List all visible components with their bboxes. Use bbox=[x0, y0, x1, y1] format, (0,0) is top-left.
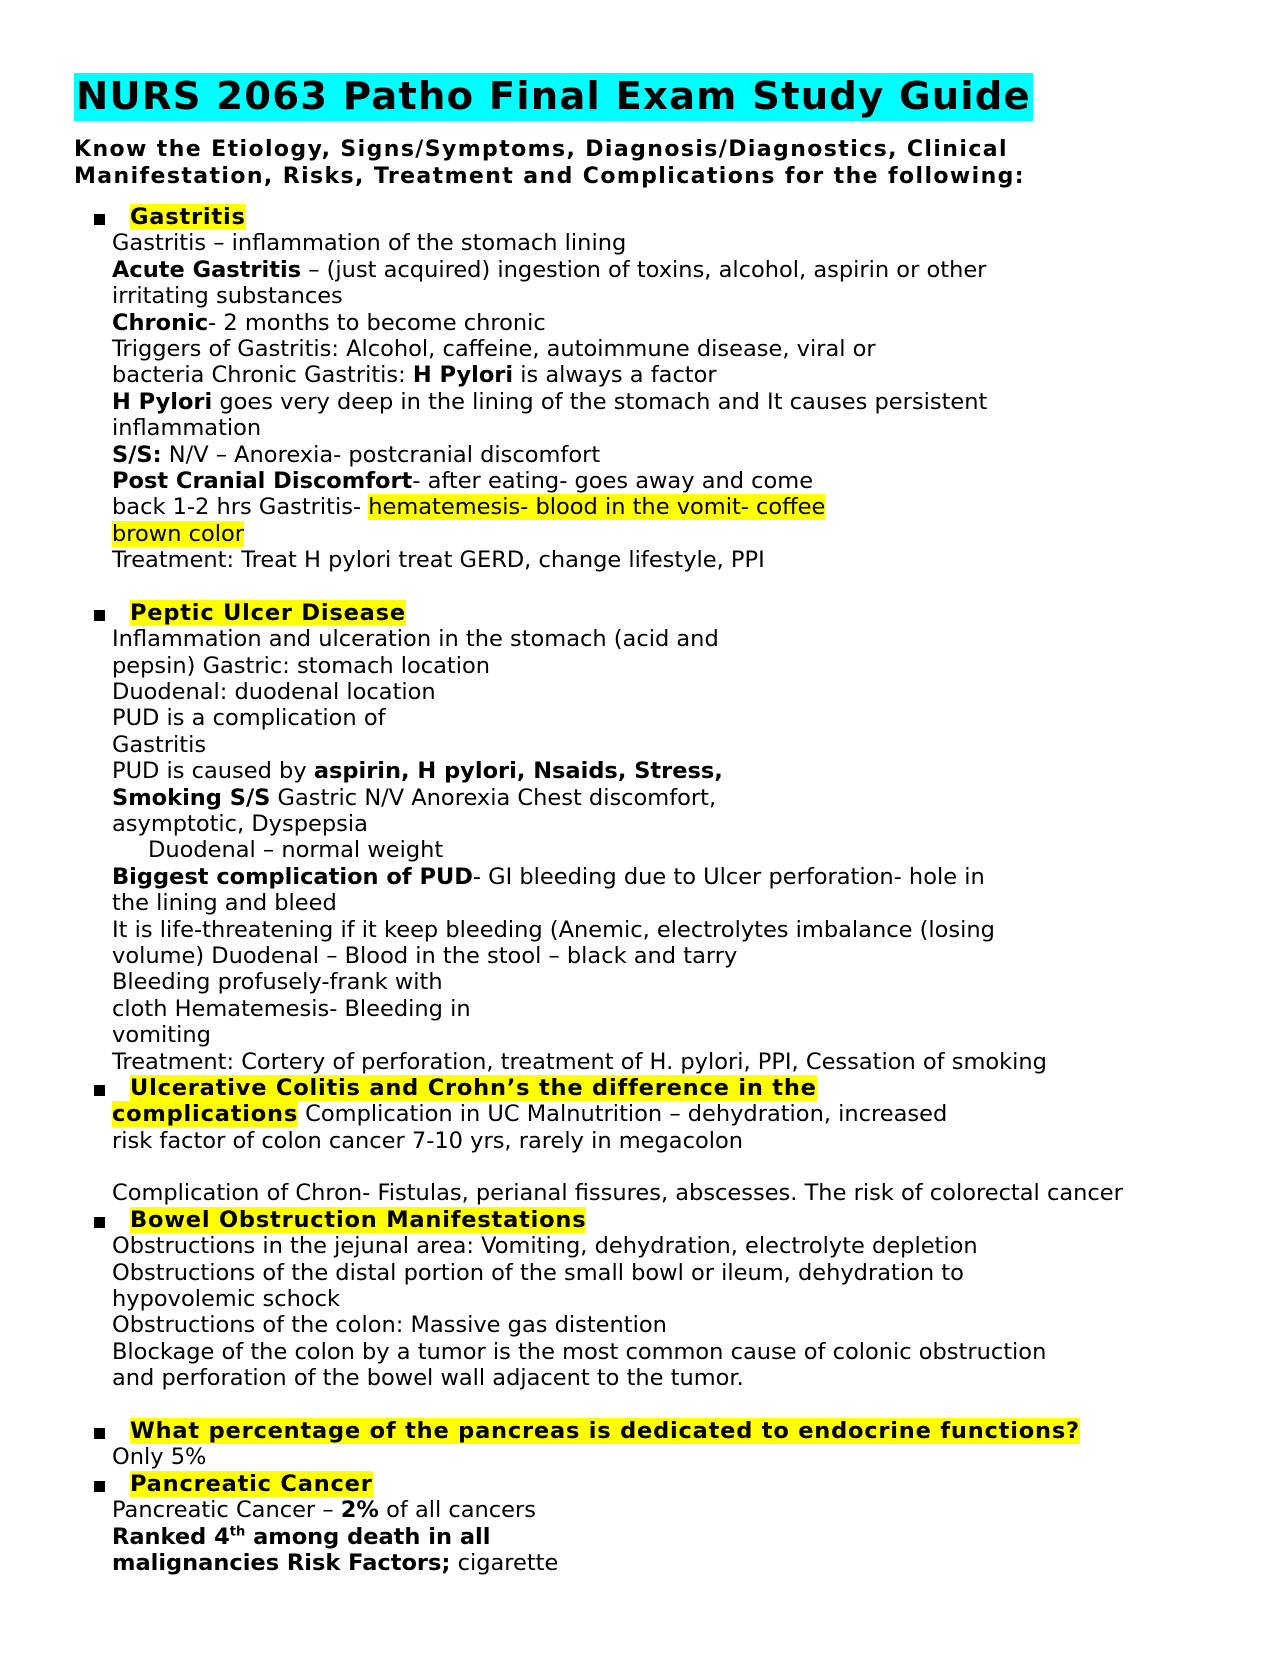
text-line: Acute Gastritis – (just acquired) ingestion of toxins, alcohol, aspirin or other bbox=[112, 256, 987, 283]
text-line: Obstructions in the jejunal area: Vomiting, dehydration, electrolyte depletion bbox=[112, 1233, 978, 1260]
text-line: Gastritis – inflammation of the stomach lining bbox=[112, 230, 627, 257]
spacer bbox=[0, 1154, 1280, 1180]
text-line: S/S: N/V – Anorexia- postcranial discomfort bbox=[112, 441, 601, 468]
highlighted-text: brown color bbox=[112, 520, 245, 547]
text-line: It is life-threatening if it keep bleeding (Anemic, electrolytes imbalance (losing bbox=[112, 916, 995, 943]
section-pud-heading bbox=[0, 600, 1280, 626]
text-line: Biggest complication of PUD- GI bleeding due to Ulcer perforation- hole in bbox=[112, 863, 985, 890]
text-line: Triggers of Gastritis: Alcohol, caffeine, autoimmune disease, viral or bbox=[112, 335, 876, 362]
text-line: asymptotic, Dyspepsia bbox=[112, 810, 368, 837]
text-line: volume) Duodenal – Blood in the stool – black and tarry bbox=[112, 942, 738, 969]
text-line: Treatment: Cortery of perforation, treatment of H. pylori, PPI, Cessation of smoking bbox=[112, 1048, 1047, 1075]
text-line: Smoking S/S Gastric N/V Anorexia Chest discomfort, bbox=[112, 784, 717, 811]
page-title: NURS 2063 Patho Final Exam Study Guide bbox=[76, 74, 1031, 119]
text-line: Inflammation and ulceration in the stomach (acid and bbox=[112, 626, 719, 653]
square-bullet-icon bbox=[94, 1428, 105, 1439]
text-line: risk factor of colon cancer 7-10 yrs, rarely in megacolon bbox=[112, 1127, 743, 1154]
text-line: vomiting bbox=[112, 1022, 211, 1049]
intro-line: Manifestation, Risks, Treatment and Complications for the following: bbox=[74, 164, 1025, 189]
section-heading: Gastritis bbox=[130, 204, 246, 230]
text-line: Bleeding profusely-frank with bbox=[112, 969, 443, 996]
square-bullet-icon bbox=[94, 1481, 105, 1492]
text-line: inflammation bbox=[112, 415, 262, 442]
section-pancreatic-cancer-heading bbox=[0, 1471, 1280, 1497]
highlighted-text: hematemesis- blood in the vomit- coffee bbox=[368, 494, 826, 521]
spacer bbox=[0, 1392, 1280, 1418]
section-heading: Pancreatic Cancer bbox=[130, 1470, 373, 1497]
text-line: Only 5% bbox=[112, 1444, 207, 1471]
text-line: pepsin) Gastric: stomach location bbox=[112, 652, 491, 679]
text-line: and perforation of the bowel wall adjacent to the tumor. bbox=[112, 1365, 744, 1392]
text-line: Obstructions of the colon: Massive gas distention bbox=[112, 1312, 667, 1339]
section-heading: complications bbox=[112, 1101, 299, 1128]
text-line: Chronic- 2 months to become chronic bbox=[112, 309, 546, 336]
square-bullet-icon bbox=[94, 1085, 105, 1096]
text-line: the lining and bleed bbox=[112, 890, 337, 917]
text-line: malignancies Risk Factors; cigarette bbox=[112, 1549, 559, 1576]
text-line: Duodenal: duodenal location bbox=[112, 679, 436, 706]
text-line: PUD is a complication of bbox=[112, 705, 386, 732]
text-line: back 1-2 hrs Gastritis- hematemesis- blood in the vomit- coffee bbox=[112, 494, 826, 521]
spacer bbox=[0, 573, 1280, 599]
square-bullet-icon bbox=[94, 214, 105, 225]
text-line: irritating substances bbox=[112, 283, 343, 310]
section-gastritis-heading bbox=[0, 204, 1280, 230]
text-line: Treatment: Treat H pylori treat GERD, change lifestyle, PPI bbox=[112, 547, 765, 574]
square-bullet-icon bbox=[94, 610, 105, 621]
text-line: Gastritis bbox=[112, 731, 207, 758]
text-line: Obstructions of the distal portion of the small bowl or ileum, dehydration to bbox=[112, 1259, 964, 1286]
section-pancreas-heading bbox=[0, 1418, 1280, 1444]
text-line bbox=[0, 521, 1280, 547]
text-line: Pancreatic Cancer – 2% of all cancers bbox=[112, 1497, 536, 1524]
section-heading: Ulcerative Colitis and Crohn’s the difference in the bbox=[130, 1074, 817, 1101]
text-line: Blockage of the colon by a tumor is the most common cause of colonic obstruction bbox=[112, 1338, 1047, 1365]
text-line: Duodenal – normal weight bbox=[148, 837, 444, 864]
section-heading: What percentage of the pancreas is dedicated to endocrine functions? bbox=[130, 1417, 1080, 1444]
text-line: cloth Hematemesis- Bleeding in bbox=[112, 995, 471, 1022]
study-guide-body bbox=[0, 204, 1280, 1576]
text-line: Ranked 4th among death in all bbox=[112, 1523, 491, 1550]
text-line: hypovolemic schock bbox=[112, 1286, 341, 1313]
section-uc-heading bbox=[0, 1075, 1280, 1101]
section-heading: Bowel Obstruction Manifestations bbox=[130, 1206, 587, 1233]
intro-text bbox=[74, 136, 1025, 190]
text-line: complications Complication in UC Malnutrition – dehydration, increased bbox=[112, 1101, 948, 1128]
section-heading: Peptic Ulcer Disease bbox=[130, 599, 406, 626]
square-bullet-icon bbox=[94, 1217, 105, 1228]
intro-line: Know the Etiology, Signs/Symptoms, Diagnosis/Diagnostics, Clinical bbox=[74, 137, 1008, 162]
text-line: H Pylori goes very deep in the lining of the stomach and It causes persistent bbox=[112, 388, 988, 415]
text-line: bacteria Chronic Gastritis: H Pylori is always a factor bbox=[112, 362, 717, 389]
text-line: PUD is caused by aspirin, H pylori, Nsaids, Stress, bbox=[112, 758, 723, 785]
section-bowel-heading bbox=[0, 1207, 1280, 1233]
text-line: Complication of Chron- Fistulas, perianal fissures, abscesses. The risk of colorectal cancer bbox=[112, 1180, 1123, 1207]
text-line: Post Cranial Discomfort- after eating- goes away and come bbox=[112, 467, 814, 494]
